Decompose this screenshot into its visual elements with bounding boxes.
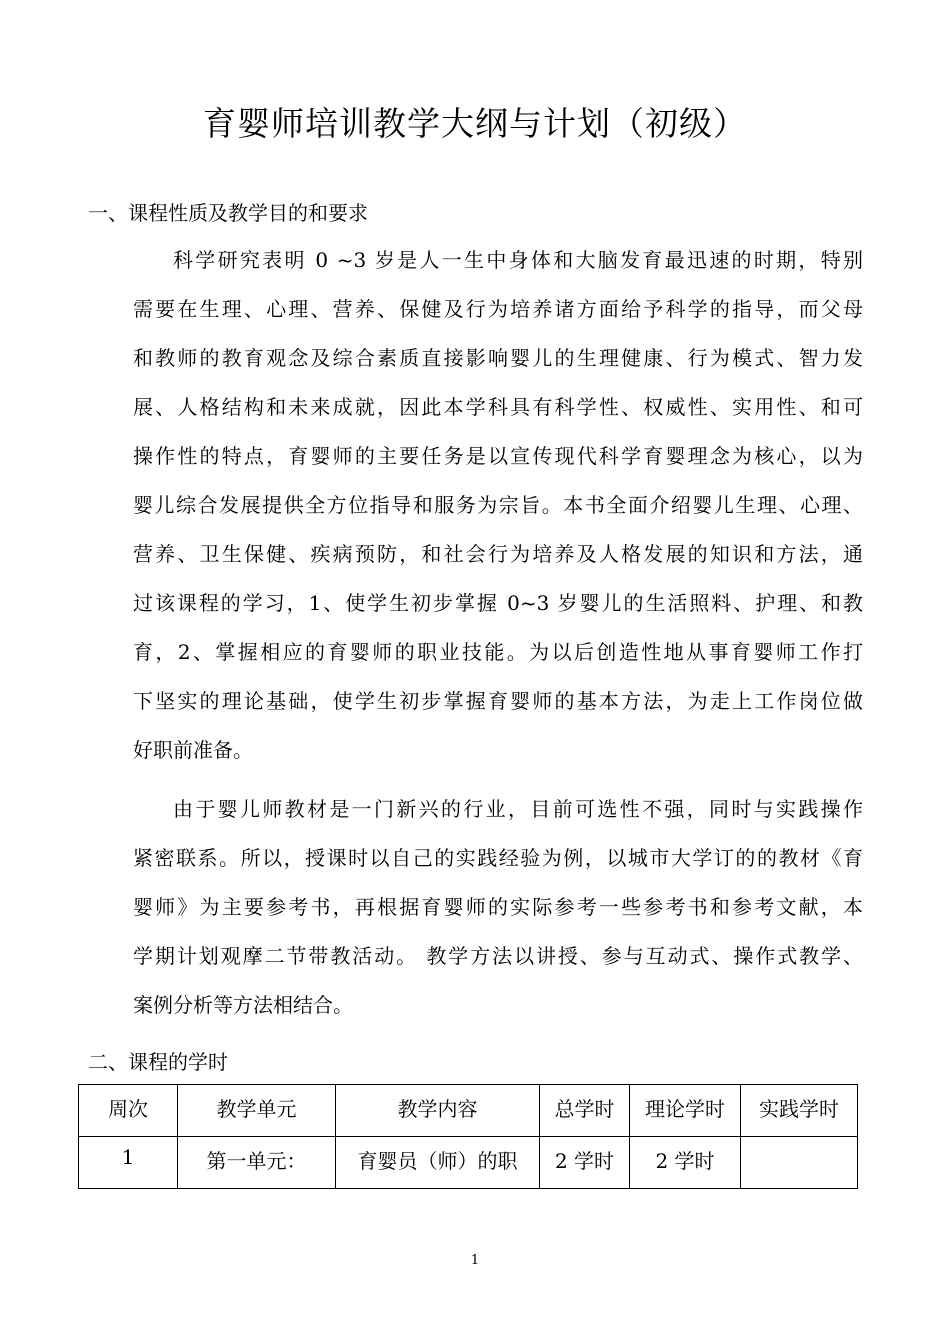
text-line: 案例分析等方法相结合。: [133, 993, 353, 1017]
table-header-cell: 总学时: [540, 1085, 630, 1137]
paragraph-course-intro: [133, 236, 863, 775]
text-line: 操作性的特点，育婴师的主要任务是以宣传现代科学育婴理念为核心，以为: [133, 444, 863, 468]
text-line: 科学研究表明 0 ~3 岁是人一生中身体和大脑发育最迅速的时期，特别: [173, 248, 863, 272]
text-line: 下坚实的理论基础，使学生初步掌握育婴师的基本方法，为走上工作岗位做: [133, 689, 863, 713]
table-header-cell: 实践学时: [741, 1085, 858, 1137]
text-line: 和教师的教育观念及综合素质直接影响婴儿的生理健康、行为模式、智力发: [133, 346, 863, 370]
text-line: 婴师》为主要参考书，再根据育婴师的实际参考一些参考书和参考文献，本: [133, 895, 863, 919]
paragraph-teaching-method: [133, 785, 863, 1030]
table-cell: [741, 1137, 858, 1189]
text-line: 营养、卫生保健、疾病预防，和社会行为培养及人格发展的知识和方法，通: [133, 542, 863, 566]
table-header-cell: 教学单元: [178, 1085, 336, 1137]
text-line: 紧密联系。所以，授课时以自己的实践经验为例，以城市大学订的的教材《育: [133, 846, 863, 870]
text-line: 育，2、掌握相应的育婴师的职业技能。为以后创造性地从事育婴师工作打: [133, 640, 863, 664]
text-line: 展、人格结构和未来成就，因此本学科具有科学性、权威性、实用性、和可: [133, 395, 863, 419]
table-header-cell: 教学内容: [336, 1085, 540, 1137]
page-number: 1: [470, 1253, 480, 1268]
table-header-cell: 理论学时: [630, 1085, 741, 1137]
text-line: 需要在生理、心理、营养、保健及行为培养诸方面给予科学的指导，而父母: [133, 297, 863, 321]
page-title: 育婴师培训教学大纲与计划（初级）: [203, 104, 747, 143]
text-line: 由于婴儿师教材是一门新兴的行业，目前可选性不强，同时与实践操作: [173, 797, 863, 821]
table-cell: 育婴员（师）的职: [336, 1137, 540, 1189]
table-header-cell: 周次: [79, 1085, 178, 1137]
table-cell: 第一单元：: [178, 1137, 336, 1189]
table-cell: 2 学时: [630, 1137, 741, 1189]
text-line: 学期计划观摩二节带教活动。 教学方法以讲授、参与互动式、操作式教学、: [133, 944, 863, 968]
text-line: 过该课程的学习，1、使学生初步掌握 0~3 岁婴儿的生活照料、护理、和教: [133, 591, 863, 615]
text-line: 好职前准备。: [133, 738, 253, 762]
table-cell: 2 学时: [540, 1137, 630, 1189]
text-line: 婴儿综合发展提供全方位指导和服务为宗旨。本书全面介绍婴儿生理、心理、: [133, 493, 863, 517]
table-cell: 1: [79, 1137, 178, 1189]
course-hours-table: [78, 1084, 858, 1189]
table-header-row: [79, 1085, 858, 1137]
table-row: [79, 1137, 858, 1189]
section-heading-course-hours: 二、课程的学时: [88, 1050, 228, 1074]
section-heading-course-nature: 一、课程性质及教学目的和要求: [88, 201, 368, 225]
